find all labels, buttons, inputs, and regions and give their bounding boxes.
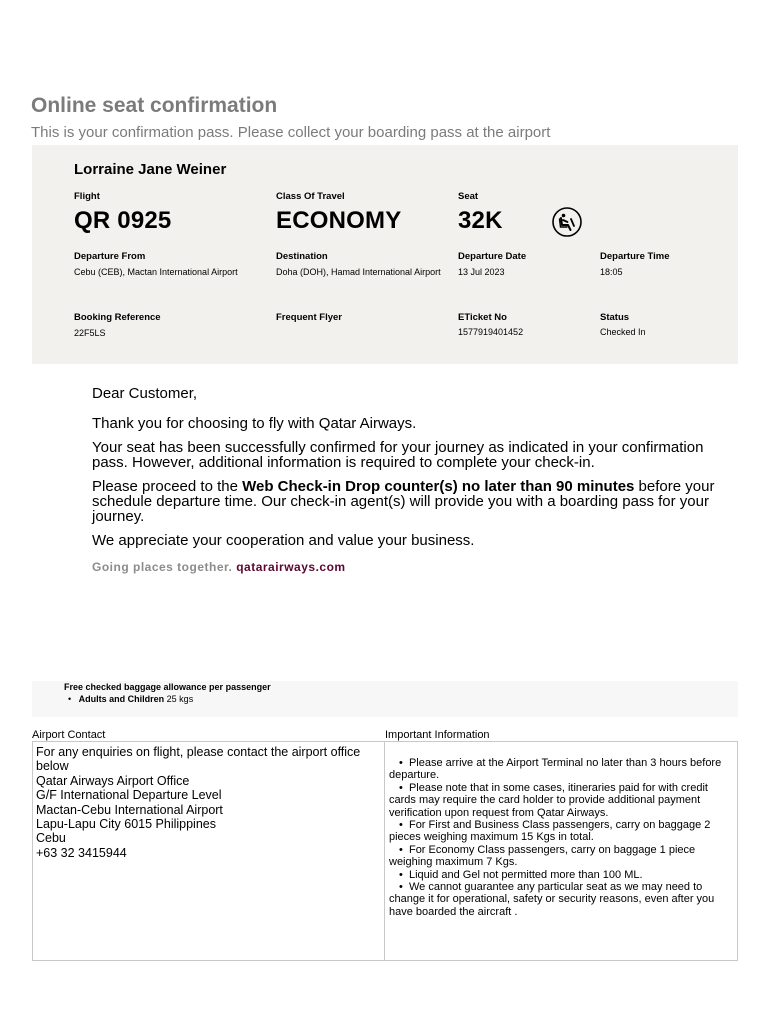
info-item-text: Please arrive at the Airport Terminal no later than 3 hours before departure.: [389, 757, 722, 782]
contact-line: For any enquiries on flight, please contact the airport office below: [36, 745, 361, 774]
departure-from-label: Departure From: [74, 251, 146, 262]
customer-letter: [92, 386, 722, 563]
contact-line: Cebu: [36, 831, 66, 846]
eticket-label: ETicket No: [458, 312, 507, 323]
departure-date-label: Departure Date: [458, 251, 527, 262]
letter-paragraph-thanks: Thank you for choosing to fly with Qatar Airways.: [92, 415, 417, 432]
contact-line: Qatar Airways Airport Office: [36, 773, 190, 788]
departure-time: 18:05: [600, 267, 623, 277]
letter-greeting: Dear Customer,: [92, 385, 198, 402]
departure-from: Cebu (CEB), Mactan International Airport: [74, 267, 238, 277]
important-info-heading: Important Information: [385, 729, 490, 741]
baggage-weight: 25 kgs: [166, 694, 194, 704]
info-item-text: For Economy Class passengers, carry on baggage 1 piece weighing maximum 7 Kgs.: [389, 843, 696, 869]
contact-line: Lapu-Lapu City 6015 Philippines: [36, 817, 216, 832]
info-item: • For First and Business Class passengers, carry on baggage 2 pieces weighing maximum 15 Kgs in total.: [389, 819, 711, 844]
letter-paragraph-appreciation: We appreciate your cooperation and value your business.: [92, 532, 475, 549]
tagline-text: Going places together.: [92, 560, 233, 574]
info-item: • For Economy Class passengers, carry on baggage 1 piece weighing maximum 7 Kgs.: [389, 843, 696, 869]
eticket-number: 1577919401452: [458, 327, 524, 337]
class-label: Class Of Travel: [276, 191, 345, 202]
baggage-allowance-title: Free checked baggage allowance per passenger: [64, 682, 271, 692]
checkin-text-start: Please proceed to the: [92, 478, 243, 495]
contact-line: Mactan-Cebu International Airport: [36, 802, 223, 817]
destination: Doha (DOH), Hamad International Airport: [276, 267, 441, 277]
booking-reference: 22F5LS: [74, 328, 106, 338]
info-item: • We cannot guarantee any particular seat as we may need to change it for operational, safety or security reasons, even after you have boarded the aircraft .: [389, 881, 715, 918]
departure-time-label: Departure Time: [600, 251, 670, 262]
info-item: • Please arrive at the Airport Terminal no later than 3 hours before departure.: [389, 757, 722, 782]
info-item-text: Liquid and Gel not permitted more than 100 ML.: [408, 868, 643, 881]
contact-line: G/F International Departure Level: [36, 788, 222, 803]
info-item-text: Please note that in some cases, itineraries paid for with credit cards may require the card holder to provide additional payment verification upon request from Qatar Airways.: [389, 781, 708, 819]
letter-paragraph-checkin: [92, 479, 722, 524]
status-label: Status: [600, 312, 630, 323]
info-item: • Please note that in some cases, itineraries paid for with credit cards may require the card holder to provide additional payment verification upon request from Qatar Airways.: [389, 781, 708, 819]
info-item-text: For First and Business Class passengers, carry on baggage 2 pieces weighing maximum 15 Kgs in total.: [389, 819, 711, 844]
flight-number: QR 0925: [74, 207, 172, 234]
page-subtitle: This is your confirmation pass. Please collect your boarding pass at the airport: [31, 124, 551, 141]
booking-reference-label: Booking Reference: [74, 312, 161, 323]
passenger-name: Lorraine Jane Weiner: [74, 161, 227, 178]
letter-paragraph-confirmed: Your seat has been successfully confirmed for your journey as indicated in your confirmation pass. However, additional information is required to complete your check-in.: [92, 439, 704, 471]
airport-contact-heading: Airport Contact: [32, 729, 106, 741]
seat-icon: [552, 207, 582, 237]
status-value: Checked In: [600, 327, 646, 337]
flight-label: Flight: [74, 191, 100, 202]
checkin-emphasis: Web Check-in Drop counter(s) no later than 90 minutes: [242, 478, 635, 495]
seat-number: 32K: [458, 207, 503, 234]
airport-contact-details: [36, 745, 380, 860]
departure-date: 13 Jul 2023: [458, 267, 505, 277]
checkin-text-end: before your schedule departure time. Our check-in agent(s) will provide you with a boarding pass for your journey.: [92, 478, 715, 525]
website-link[interactable]: qatarairways.com: [236, 560, 346, 574]
baggage-passenger-type: Adults and Children: [78, 694, 165, 704]
contact-phone: +63 32 3415944: [36, 845, 127, 860]
info-item-text: We cannot guarantee any particular seat as we may need to change it for operational, safety or security reasons, even after you have boarded the aircraft .: [389, 881, 715, 918]
brand-tagline: [92, 560, 346, 574]
travel-class: ECONOMY: [276, 207, 402, 234]
info-item: • Liquid and Gel not permitted more than 100 ML.: [399, 868, 643, 881]
baggage-allowance-item: • Adults and Children 25 kgs: [68, 694, 194, 704]
important-info-list: [389, 757, 735, 918]
frequent-flyer-label: Frequent Flyer: [276, 312, 342, 323]
seat-label: Seat: [458, 191, 479, 202]
info-table-divider: [384, 741, 385, 961]
page-title: Online seat confirmation: [31, 94, 278, 117]
destination-label: Destination: [276, 251, 328, 262]
